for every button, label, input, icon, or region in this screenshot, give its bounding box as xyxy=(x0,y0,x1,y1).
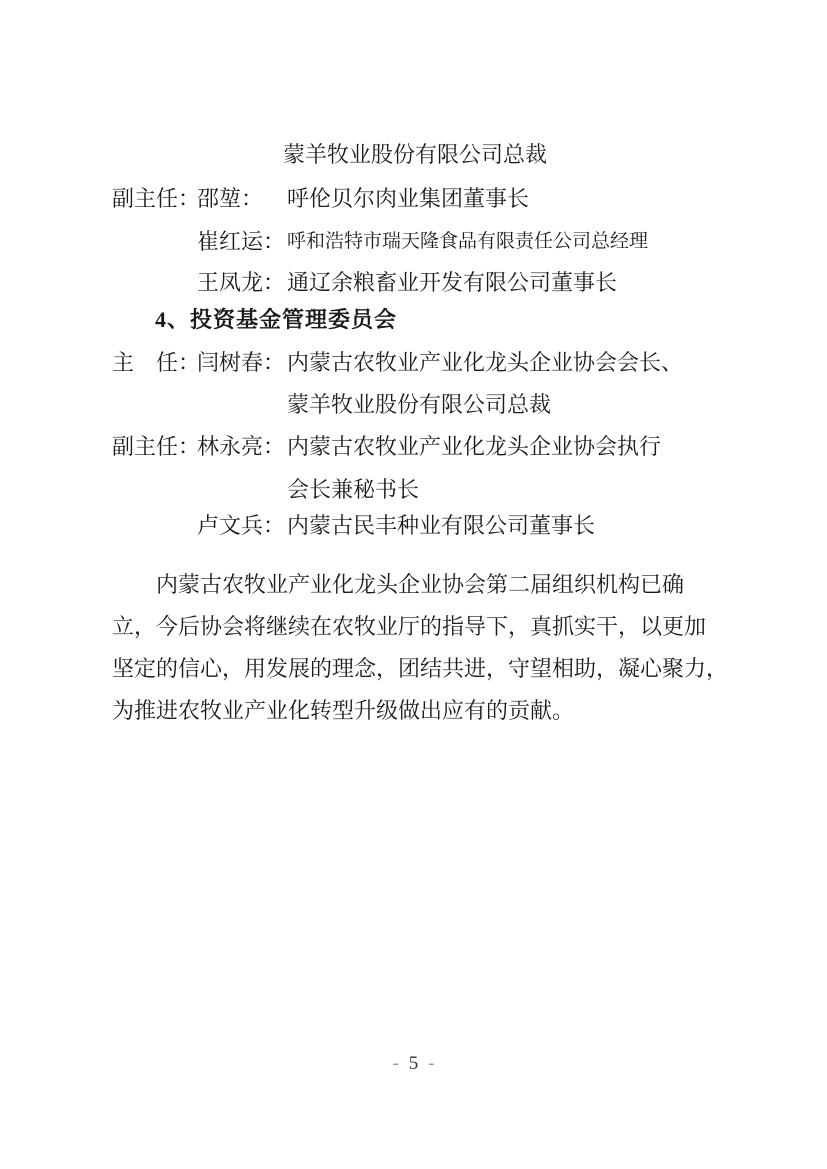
deputy-director-entry-shaokun xyxy=(112,184,529,214)
deputy-director-entry-cuihongyun xyxy=(197,227,648,257)
section-heading-investment-fund-committee: 4、投资基金管理委员会 xyxy=(155,307,398,332)
person-name: 卢文兵： xyxy=(197,513,286,538)
person-title: 内蒙古农牧业产业化龙头企业协会会长、 xyxy=(287,350,684,375)
closing-paragraph-line-4: 为推进农牧业产业化转型升级做出应有的贡献。 xyxy=(112,698,575,723)
footer-page-number: 5 xyxy=(408,1053,419,1074)
person-name: 邵堃： xyxy=(197,186,264,211)
footer-right-dash: - xyxy=(428,1053,435,1074)
person-name: 闫树春： xyxy=(197,350,286,375)
closing-paragraph-line-2: 立，今后协会将继续在农牧业厅的指导下，真抓实干，以更加 xyxy=(112,614,707,639)
deputy-title-continuation: 会长兼秘书长 xyxy=(287,477,420,502)
person-title: 通辽余粮畜业开发有限公司董事长 xyxy=(287,270,618,295)
person-title: 呼和浩特市瑞天隆食品有限责任公司总经理 xyxy=(287,231,649,252)
deputy-director-entry-luwenbing xyxy=(197,511,595,541)
director-entry-yanshuchun xyxy=(112,348,683,378)
page-number-footer xyxy=(0,1052,827,1076)
role-label: 主 任： xyxy=(112,350,201,375)
deputy-director-entry-wangfenglong xyxy=(197,268,617,298)
person-name: 林永亮： xyxy=(197,434,286,459)
role-label: 副主任： xyxy=(112,186,201,211)
person-title: 内蒙古民丰种业有限公司董事长 xyxy=(287,513,596,538)
closing-paragraph-line-1: 内蒙古农牧业产业化龙头企业协会第二届组织机构已确 xyxy=(156,572,685,597)
carryover-title-line: 蒙羊牧业股份有限公司总裁 xyxy=(283,142,548,167)
person-title: 内蒙古农牧业产业化龙头企业协会执行 xyxy=(287,434,662,459)
deputy-director-entry-linyongliang xyxy=(112,432,661,462)
director-title-continuation: 蒙羊牧业股份有限公司总裁 xyxy=(287,392,552,417)
person-name: 崔红运： xyxy=(197,229,286,254)
person-title: 呼伦贝尔肉业集团董事长 xyxy=(287,186,530,211)
role-label: 副主任： xyxy=(112,434,201,459)
closing-paragraph-line-3: 坚定的信心，用发展的理念，团结共进，守望相助，凝心聚力， xyxy=(112,656,729,681)
person-name: 王凤龙： xyxy=(197,270,286,295)
footer-left-dash: - xyxy=(392,1053,399,1074)
